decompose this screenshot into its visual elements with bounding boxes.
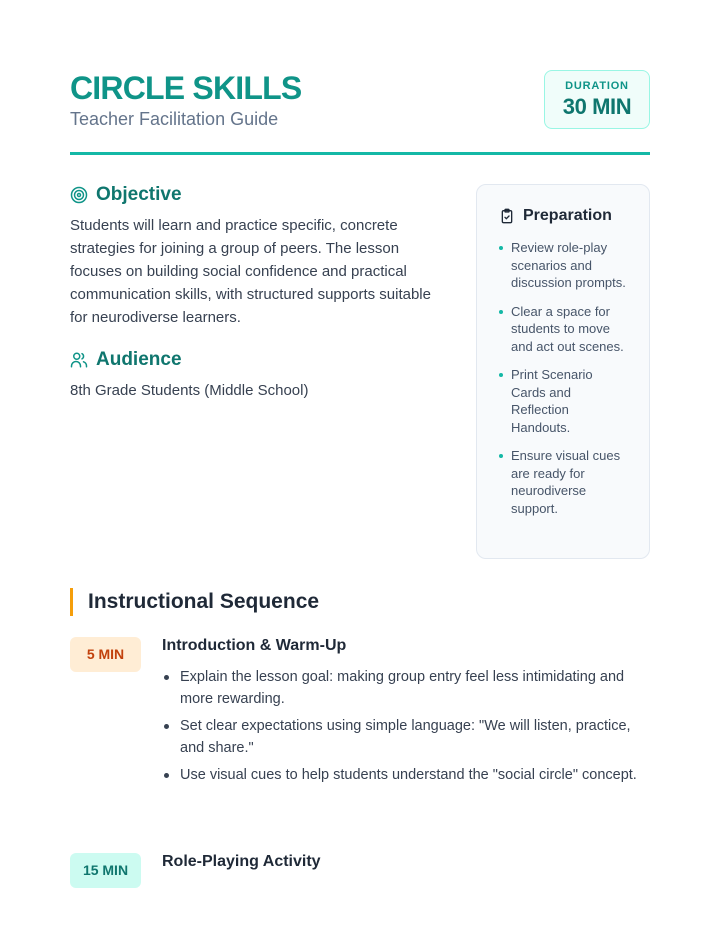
list-item: Ensure visual cues are ready for neurodiverse support. [499, 447, 629, 517]
users-icon [70, 351, 88, 369]
step-time-badge: 15 MIN [70, 853, 141, 888]
bullet-icon [499, 246, 503, 250]
step-body [162, 853, 652, 871]
list-item: Review role-play scenarios and discussion prompts. [499, 239, 629, 292]
page-title: CIRCLE SKILLS [70, 70, 302, 106]
step-time-badge: 5 MIN [70, 637, 141, 672]
list-item: Print Scenario Cards and Reflection Handouts. [499, 366, 629, 436]
list-item: Use visual cues to help students understand the "social circle" concept. [162, 765, 652, 787]
step-title: Role-Playing Activity [162, 853, 321, 870]
duration-badge [544, 70, 650, 129]
bullet-icon [499, 454, 503, 458]
preparation-list [499, 239, 629, 517]
step-list [162, 667, 652, 787]
bullet-icon [499, 373, 503, 377]
list-item: Clear a space for students to move and act out scenes. [499, 303, 629, 356]
preparation-heading [499, 207, 629, 225]
step-title: Introduction & Warm-Up [162, 637, 347, 654]
preparation-card [476, 184, 650, 559]
duration-value: 30 MIN [562, 94, 632, 119]
audience-title: Audience [96, 349, 182, 370]
page-header [70, 70, 650, 156]
audience-text: 8th Grade Students (Middle School) [70, 382, 309, 399]
clipboard-check-icon [499, 207, 515, 225]
list-item: Explain the lesson goal: making group entry feel less intimidating and more rewarding. [162, 667, 652, 710]
target-icon [70, 186, 88, 204]
page-subtitle: Teacher Facilitation Guide [70, 109, 279, 129]
duration-label: DURATION [565, 80, 629, 92]
sequence-title: Instructional Sequence [70, 588, 650, 616]
bullet-icon [499, 310, 503, 314]
step-body [162, 637, 652, 793]
sequence-section [70, 588, 650, 616]
bullet-icon [164, 724, 169, 729]
preparation-title: Preparation [523, 207, 612, 224]
list-item: Set clear expectations using simple language: "We will listen, practice, and share." [162, 716, 652, 759]
objective-title: Objective [96, 184, 182, 205]
objective-text: Students will learn and practice specific, concrete strategies for joining a group of peers. The lesson focuses on building social confidence and practical communication skills, with structured supports suitable for neurodiverse learners. [70, 217, 431, 326]
bullet-icon [164, 773, 169, 778]
overview-column [70, 184, 450, 402]
header-divider [70, 152, 650, 155]
bullet-icon [164, 675, 169, 680]
objective-heading [70, 184, 450, 206]
audience-heading [70, 349, 450, 371]
